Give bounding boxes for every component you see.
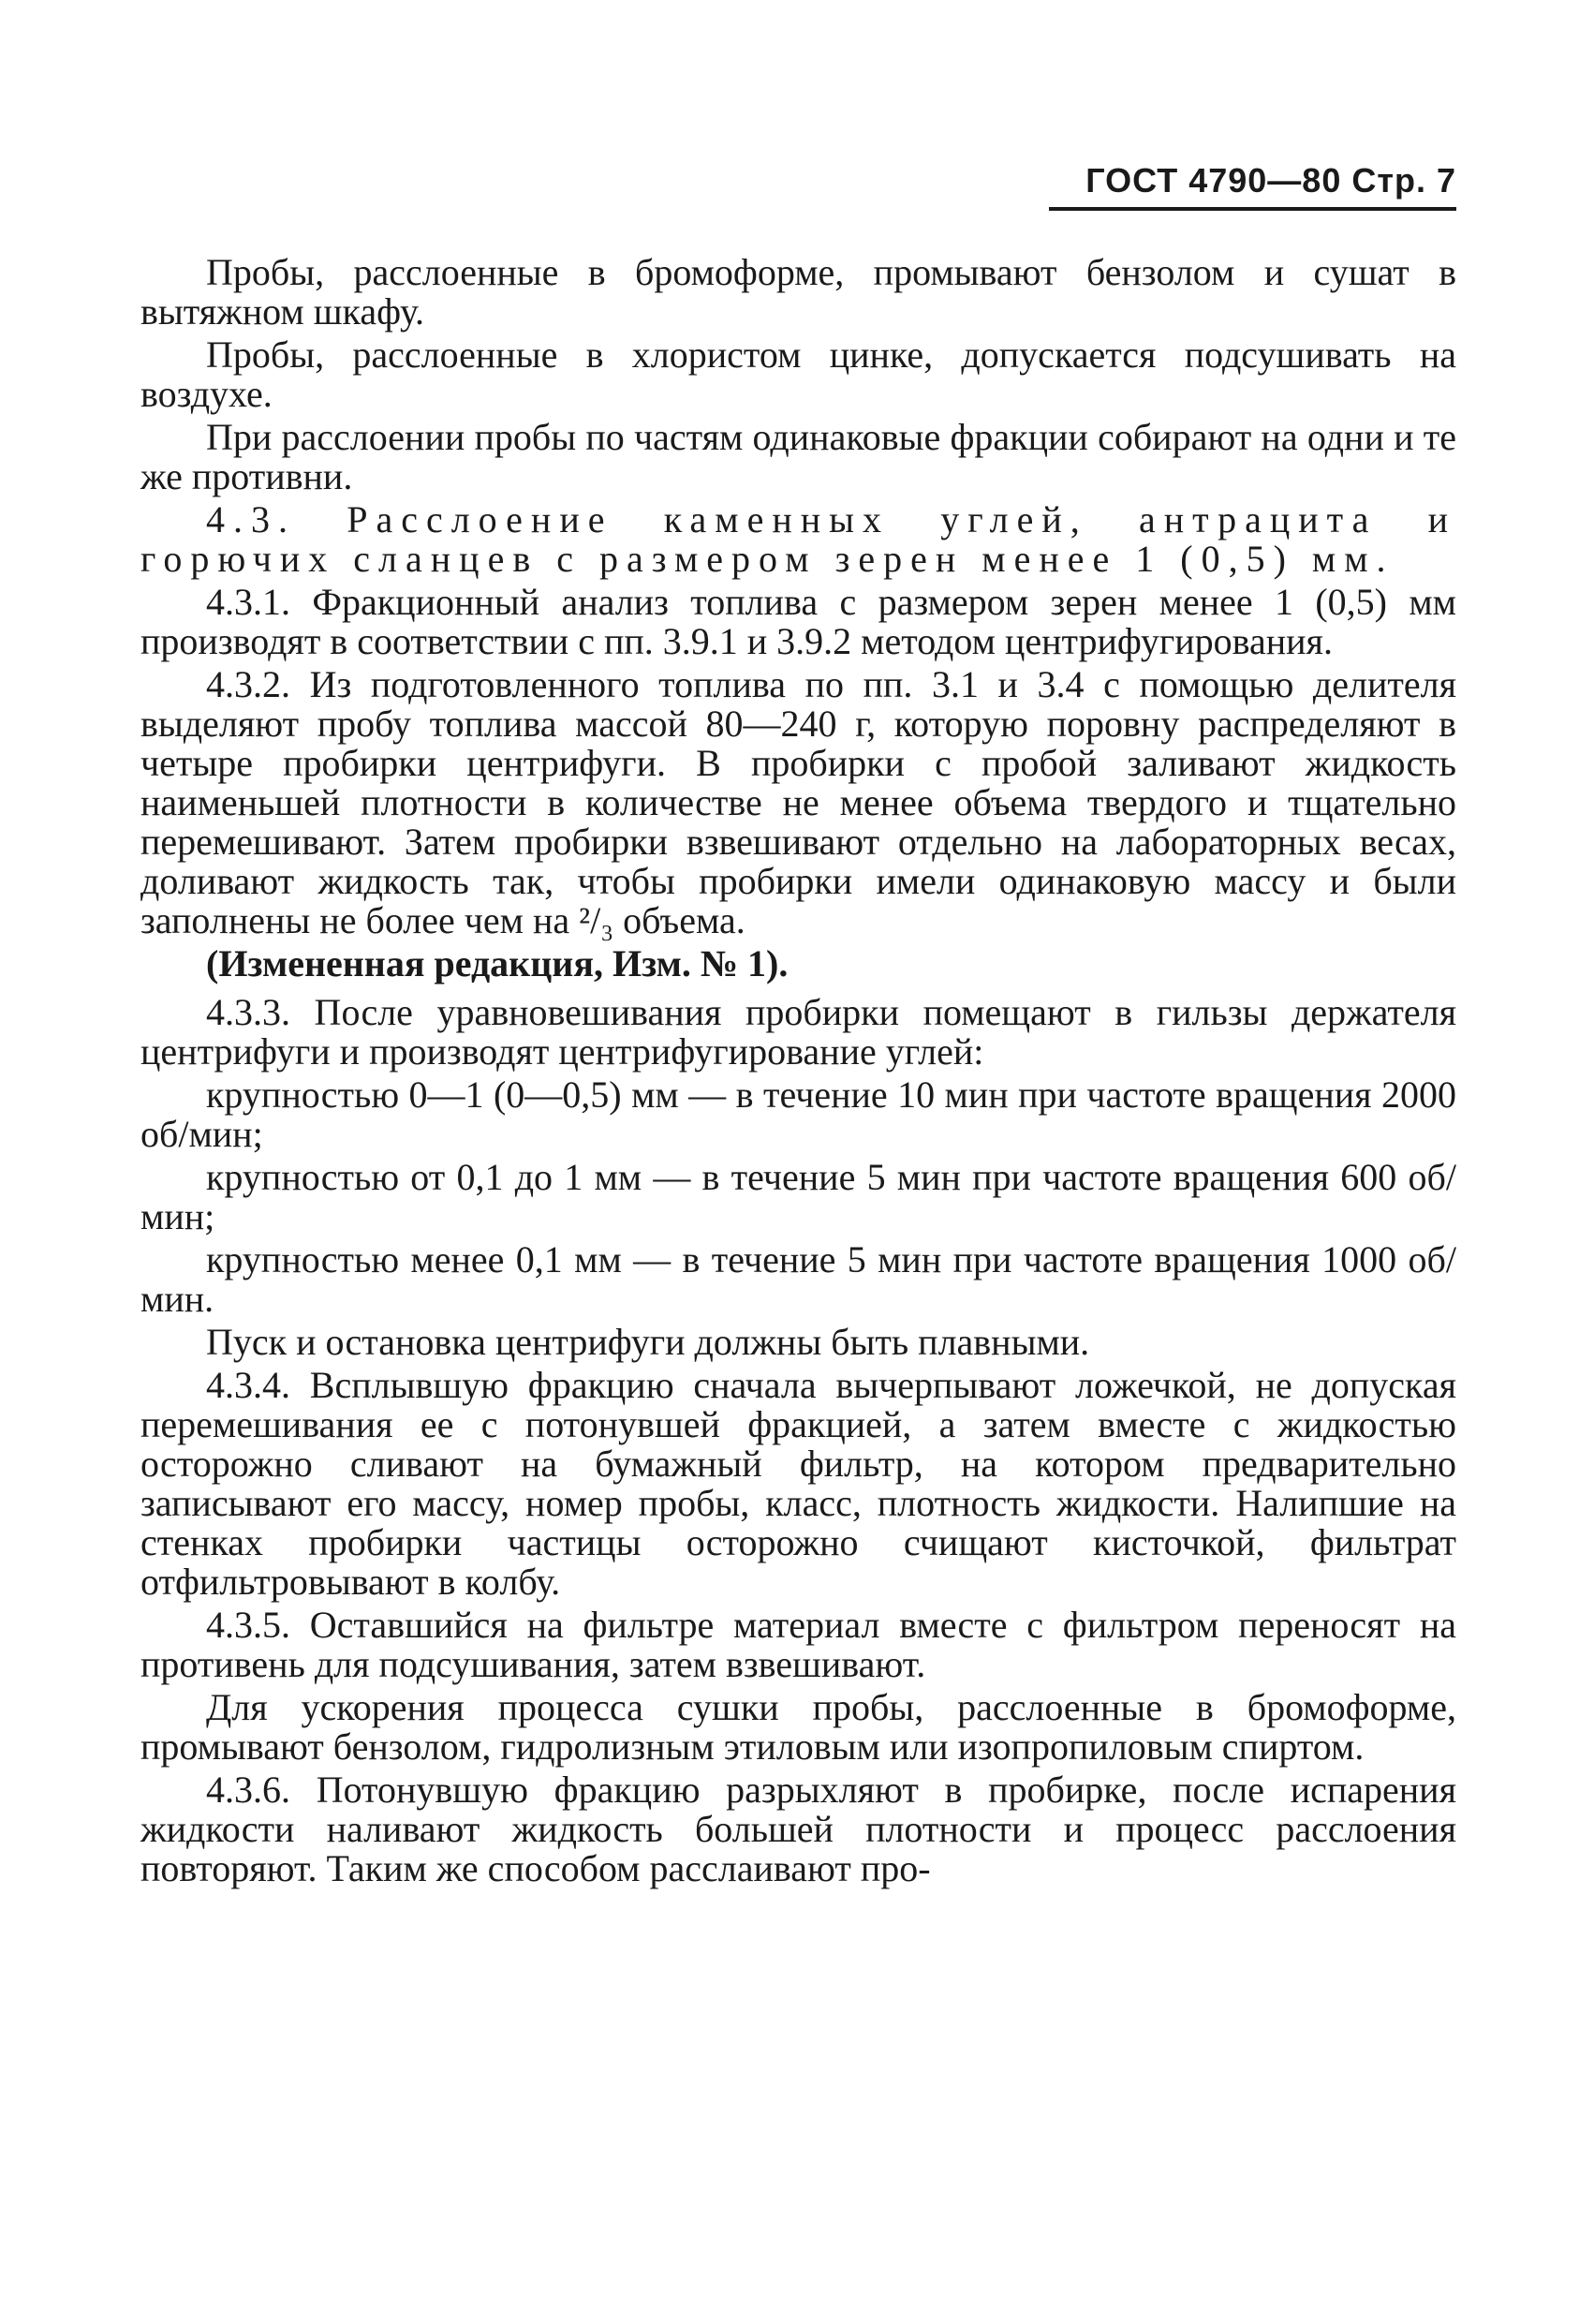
header-rule: [1049, 207, 1456, 211]
paragraph: Пробы, расслоенные в бромоформе, промывают бензолом и сушат в вытяжном шкафу.: [140, 251, 1456, 333]
paragraph: При расслоении пробы по частям одинаковые фракции собирают на одни и те же противни.: [140, 416, 1456, 497]
paragraph: Пуск и остановка центрифуги должны быть плавными.: [206, 1321, 1090, 1363]
list-item: крупностью менее 0,1 мм — в течение 5 мин при частоте вращения 1000 об/мин.: [140, 1238, 1456, 1320]
amendment-note: (Измененная редакция, Изм. № 1).: [206, 942, 789, 984]
page-header: ГОСТ 4790—80 Стр. 7: [1085, 161, 1456, 200]
paragraph: 4.3.1. Фракционный анализ топлива с размером зерен менее 1 (0,5) мм производят в соответствии с пп. 3.9.1 и 3.9.2 методом центрифугирования.: [140, 581, 1456, 662]
paragraph: 4.3.3. После уравновешивания пробирки помещают в гильзы держателя центрифуги и производят центрифугирование углей:: [140, 991, 1456, 1073]
paragraph: 4.3.2. Из подготовленного топлива по пп. 3.1 и 3.4 с помощью делителя выделяют пробу топлива массой 80—240 г, которую поровну распределяют в четыре пробирки центрифуги. В пробирки с пробой заливают жидкость наименьшей плотности в количестве не менее объема твердого и тщательно перемешивают. Затем пробирки взвешивают отдельно на лабораторных весах, доливают жидкость так, чтобы пробирки имели одинаковую массу и были заполнены не более чем на ²/₃ объема.: [140, 663, 1456, 941]
paragraph: Пробы, расслоенные в хлористом цинке, допускается подсушивать на воздухе.: [140, 333, 1456, 415]
paragraph: Для ускорения процесса сушки пробы, расслоенные в бромоформе, промывают бензолом, гидролизным этиловым или изопропиловым спиртом.: [140, 1686, 1456, 1768]
list-item: крупностью 0—1 (0—0,5) мм — в течение 10 мин при частоте вращения 2000 об/мин;: [140, 1073, 1456, 1155]
paragraph: 4.3.5. Оставшийся на фильтре материал вместе с фильтром переносят на противень для подсушивания, затем взвешивают.: [140, 1604, 1456, 1685]
paragraph: 4.3.6. Потонувшую фракцию разрыхляют в пробирке, после испарения жидкости наливают жидкость большей плотности и процесс расслоения повторяют. Таким же способом расслаивают про-: [140, 1769, 1456, 1889]
paragraph: 4.3.4. Всплывшую фракцию сначала вычерпывают ложечкой, не допуская перемешивания ее с потонувшей фракцией, а затем вместе с жидкостью осторожно сливают на бумажный фильтр, на котором предварительно записывают его массу, номер пробы, класс, плотность жидкости. Налипшие на стенках пробирки частицы осторожно счищают кисточкой, фильтрат отфильтровывают в колбу.: [140, 1364, 1456, 1603]
list-item: крупностью от 0,1 до 1 мм — в течение 5 мин при частоте вращения 600 об/мин;: [140, 1156, 1456, 1237]
document-body: [140, 253, 1456, 1892]
section-heading-4-3: 4.3. Расслоение каменных углей, антрацита и горючих сланцев с размером зерен менее 1 (0,5) мм.: [140, 498, 1456, 580]
